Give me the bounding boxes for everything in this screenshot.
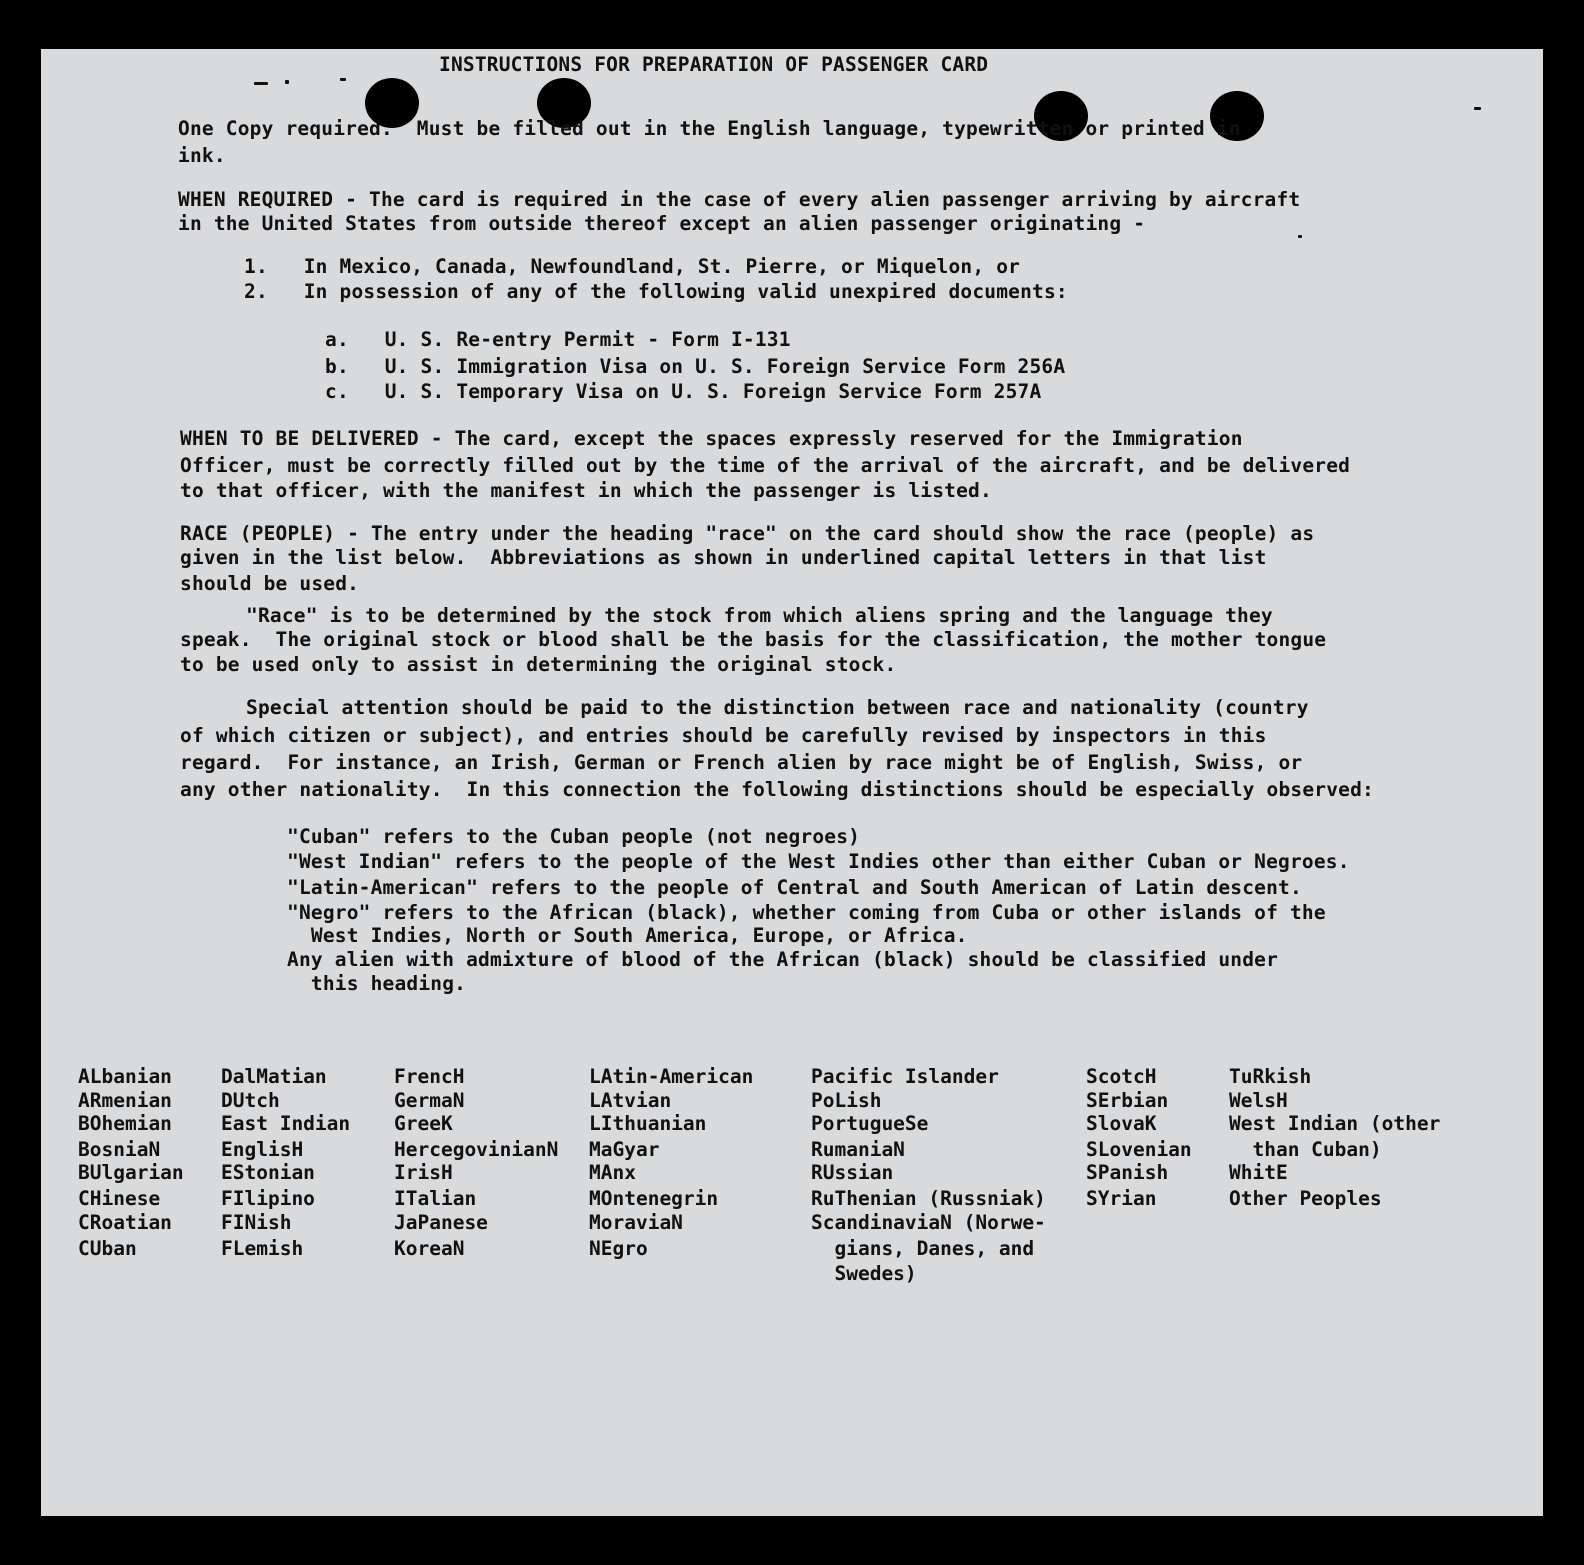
- passenger-card-instructions-page: [41, 49, 1543, 1516]
- distinction-admixture: Any alien with admixture of blood of the African (black) should be classified under: [287, 948, 1279, 971]
- distinction-cuban: "Cuban" refers to the Cuban people (not negroes): [287, 825, 861, 848]
- race-item: SPanish: [1086, 1161, 1169, 1184]
- race-item: HercegovinianN: [394, 1138, 559, 1161]
- race-item: SErbian: [1086, 1089, 1169, 1112]
- race-item: BOhemian: [78, 1112, 172, 1135]
- race-item: than Cuban): [1229, 1138, 1382, 1161]
- race-item: MoraviaN: [589, 1211, 683, 1234]
- race-item: FrencH: [394, 1065, 465, 1088]
- race-item: ARmenian: [78, 1089, 172, 1112]
- special-attention-line-2: of which citizen or subject), and entries should be carefully revised by inspectors in this: [180, 724, 1267, 747]
- exception-item-2: 2. In possession of any of the following valid unexpired documents:: [244, 280, 1068, 303]
- race-item: EnglisH: [221, 1138, 304, 1161]
- when-required-line-1: WHEN REQUIRED - The card is required in the case of every alien passenger arriving by aircraft: [178, 188, 1301, 211]
- race-people-line-2: given in the list below. Abbreviations as shown in underlined capital letters in that list: [180, 546, 1267, 569]
- document-item-a: a. U. S. Re-entry Permit - Form I-131: [325, 328, 791, 351]
- race-item: LAtin-American: [589, 1065, 754, 1088]
- intro-line-1: One Copy required. Must be filled out in the English language, typewritten or printed in: [178, 117, 1241, 140]
- race-item: RUssian: [811, 1161, 894, 1184]
- speck: [285, 80, 289, 84]
- race-item: IrisH: [394, 1161, 453, 1184]
- document-item-c: c. U. S. Temporary Visa on U. S. Foreign Service Form 257A: [325, 380, 1042, 403]
- race-item: WelsH: [1229, 1089, 1288, 1112]
- race-definition-line-1: "Race" is to be determined by the stock from which aliens spring and the language they: [246, 604, 1273, 627]
- race-item: WhitE: [1229, 1161, 1288, 1184]
- race-item: EStonian: [221, 1161, 315, 1184]
- race-item: ScandinaviaN (Norwe-: [811, 1211, 1046, 1234]
- race-item: RuThenian (Russniak): [811, 1187, 1046, 1210]
- race-item: BUlgarian: [78, 1161, 184, 1184]
- race-item: East Indian: [221, 1112, 351, 1135]
- race-item: DUtch: [221, 1089, 280, 1112]
- speck: [254, 82, 268, 85]
- special-attention-line-4: any other nationality. In this connection the following distinctions should be especially observed:: [180, 778, 1374, 801]
- race-item: BosniaN: [78, 1138, 161, 1161]
- race-item: MAnx: [589, 1161, 636, 1184]
- race-item: West Indian (other: [1229, 1112, 1441, 1135]
- speck: [1474, 107, 1481, 110]
- when-delivered-line-2: Officer, must be correctly filled out by the time of the arrival of the aircraft, and be delivered: [180, 454, 1351, 477]
- race-item: DalMatian: [221, 1065, 327, 1088]
- race-item: CRoatian: [78, 1211, 172, 1234]
- race-item: ALbanian: [78, 1065, 172, 1088]
- distinction-negro: "Negro" refers to the African (black), whether coming from Cuba or other islands of the: [287, 901, 1326, 924]
- race-item: SlovaK: [1086, 1112, 1157, 1135]
- race-item: GermaN: [394, 1089, 465, 1112]
- speck: [340, 78, 346, 81]
- race-item: Other Peoples: [1229, 1187, 1382, 1210]
- special-attention-line-3: regard. For instance, an Irish, German or French alien by race might be of English, Swiss, or: [180, 751, 1303, 774]
- document-item-b: b. U. S. Immigration Visa on U. S. Foreign Service Form 256A: [325, 355, 1066, 378]
- race-item: SLovenian: [1086, 1138, 1192, 1161]
- when-delivered-line-1: WHEN TO BE DELIVERED - The card, except the spaces expressly reserved for the Immigration: [180, 427, 1243, 450]
- race-people-line-3: should be used.: [180, 572, 360, 595]
- exception-item-1: 1. In Mexico, Canada, Newfoundland, St. Pierre, or Miquelon, or: [244, 255, 1021, 278]
- race-definition-line-3: to be used only to assist in determining the original stock.: [180, 653, 897, 676]
- race-item: PortugueSe: [811, 1112, 929, 1135]
- race-item: NEgro: [589, 1237, 648, 1260]
- race-item: FIlipino: [221, 1187, 315, 1210]
- page-title: INSTRUCTIONS FOR PREPARATION OF PASSENGER CARD: [439, 53, 989, 76]
- intro-line-2: ink.: [178, 144, 226, 167]
- race-definition-line-2: speak. The original stock or blood shall be the basis for the classification, the mother tongue: [180, 628, 1327, 651]
- race-item: FLemish: [221, 1237, 304, 1260]
- race-item: LIthuanian: [589, 1112, 707, 1135]
- special-attention-line-1: Special attention should be paid to the distinction between race and nationality (country: [246, 696, 1309, 719]
- race-item: MOntenegrin: [589, 1187, 719, 1210]
- when-delivered-line-3: to that officer, with the manifest in which the passenger is listed.: [180, 479, 992, 502]
- race-item: Swedes): [811, 1262, 917, 1285]
- race-item: CHinese: [78, 1187, 161, 1210]
- race-people-line-1: RACE (PEOPLE) - The entry under the heading "race" on the card should show the race (people) as: [180, 522, 1315, 545]
- race-item: TuRkish: [1229, 1065, 1312, 1088]
- speck: [1298, 235, 1302, 238]
- distinction-west-indian: "West Indian" refers to the people of the West Indies other than either Cuban or Negroes.: [287, 850, 1350, 873]
- race-item: FINish: [221, 1211, 292, 1234]
- when-required-line-2: in the United States from outside thereof except an alien passenger originating -: [178, 212, 1146, 235]
- race-item: ITalian: [394, 1187, 477, 1210]
- race-item: RumaniaN: [811, 1138, 905, 1161]
- race-item: MaGyar: [589, 1138, 660, 1161]
- race-item: PoLish: [811, 1089, 882, 1112]
- race-item: Pacific Islander: [811, 1065, 999, 1088]
- race-item: gians, Danes, and: [811, 1237, 1035, 1260]
- race-item: KoreaN: [394, 1237, 465, 1260]
- distinction-latin-american: "Latin-American" refers to the people of Central and South American of Latin descent.: [287, 876, 1302, 899]
- race-item: SYrian: [1086, 1187, 1157, 1210]
- race-item: CUban: [78, 1237, 137, 1260]
- race-item: GreeK: [394, 1112, 453, 1135]
- race-item: LAtvian: [589, 1089, 672, 1112]
- race-item: JaPanese: [394, 1211, 488, 1234]
- distinction-negro-cont: West Indies, North or South America, Europe, or Africa.: [287, 924, 968, 947]
- race-item: ScotcH: [1086, 1065, 1157, 1088]
- distinction-admixture-cont: this heading.: [287, 972, 467, 995]
